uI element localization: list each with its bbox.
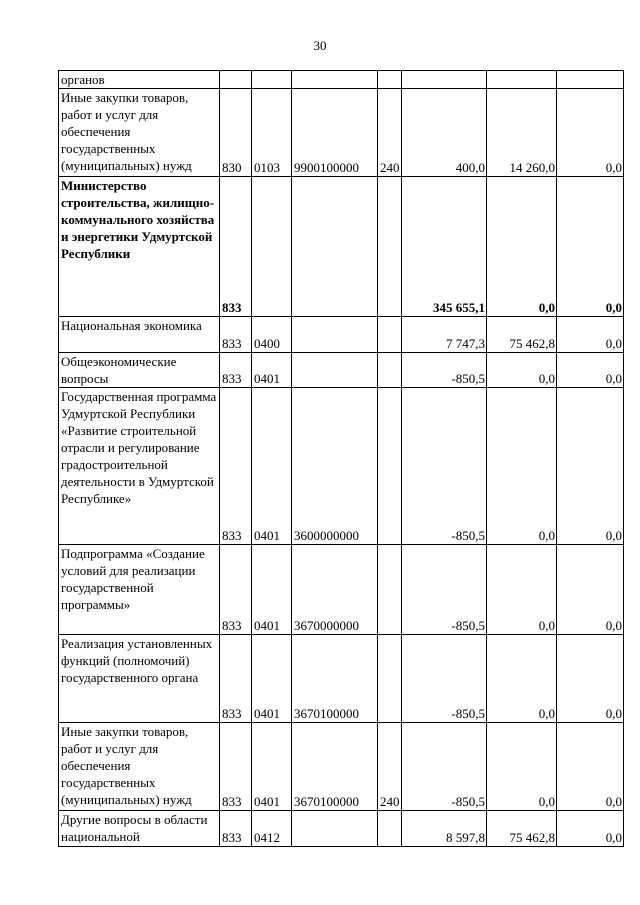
table-row	[59, 177, 624, 317]
section-code	[252, 71, 292, 89]
admin-code: 833	[220, 635, 252, 723]
sum-1: -850,5	[402, 545, 487, 635]
admin-code: 833	[220, 545, 252, 635]
table-row	[59, 811, 624, 847]
section-code	[252, 177, 292, 317]
row-name: Реализация установленных функций (полномочий) государственного органа	[59, 635, 220, 723]
section-code: 0401	[252, 388, 292, 545]
sum-1: 7 747,3	[402, 317, 487, 353]
target-code	[292, 177, 378, 317]
type-code: 240	[378, 723, 402, 811]
table-row	[59, 71, 624, 89]
type-code	[378, 353, 402, 388]
row-name: Подпрограмма «Создание условий для реализации государственной программы»	[59, 545, 220, 635]
admin-code	[220, 71, 252, 89]
type-code: 240	[378, 89, 402, 177]
admin-code: 833	[220, 177, 252, 317]
row-name: органов	[59, 71, 220, 89]
sum-1: 400,0	[402, 89, 487, 177]
sum-3: 0,0	[557, 177, 624, 317]
target-code: 3600000000	[292, 388, 378, 545]
sum-1: -850,5	[402, 723, 487, 811]
target-code: 3670100000	[292, 635, 378, 723]
sum-2: 0,0	[487, 723, 557, 811]
admin-code: 830	[220, 89, 252, 177]
sum-3: 0,0	[557, 723, 624, 811]
sum-2: 75 462,8	[487, 811, 557, 847]
section-code: 0401	[252, 723, 292, 811]
type-code	[378, 635, 402, 723]
admin-code: 833	[220, 811, 252, 847]
target-code: 3670000000	[292, 545, 378, 635]
row-name: Иные закупки товаров, работ и услуг для обеспечения государственных (муниципальных) нужд	[59, 89, 220, 177]
sum-2: 0,0	[487, 635, 557, 723]
admin-code: 833	[220, 317, 252, 353]
row-name: Иные закупки товаров, работ и услуг для обеспечения государственных (муниципальных) нужд	[59, 723, 220, 811]
sum-3: 0,0	[557, 89, 624, 177]
sum-3: 0,0	[557, 388, 624, 545]
sum-3: 0,0	[557, 811, 624, 847]
sum-3: 0,0	[557, 545, 624, 635]
sum-2	[487, 71, 557, 89]
table-row	[59, 545, 624, 635]
admin-code: 833	[220, 723, 252, 811]
row-name: Общеэкономические вопросы	[59, 353, 220, 388]
sum-3: 0,0	[557, 317, 624, 353]
table-row	[59, 89, 624, 177]
section-code: 0400	[252, 317, 292, 353]
sum-2: 14 260,0	[487, 89, 557, 177]
sum-2: 0,0	[487, 545, 557, 635]
row-name: Другие вопросы в области национальной	[59, 811, 220, 847]
type-code	[378, 317, 402, 353]
table-row	[59, 388, 624, 545]
type-code	[378, 71, 402, 89]
section-code: 0401	[252, 353, 292, 388]
type-code	[378, 177, 402, 317]
page-number: 30	[313, 38, 327, 53]
sum-1: -850,5	[402, 388, 487, 545]
target-code	[292, 71, 378, 89]
table-row	[59, 723, 624, 811]
type-code	[378, 388, 402, 545]
section-code: 0401	[252, 635, 292, 723]
sum-1: -850,5	[402, 353, 487, 388]
type-code	[378, 545, 402, 635]
sum-2: 0,0	[487, 177, 557, 317]
sum-2: 0,0	[487, 353, 557, 388]
target-code: 9900100000	[292, 89, 378, 177]
section-code: 0103	[252, 89, 292, 177]
section-code: 0401	[252, 545, 292, 635]
sum-1: 8 597,8	[402, 811, 487, 847]
sum-1	[402, 71, 487, 89]
sum-3: 0,0	[557, 635, 624, 723]
type-code	[378, 811, 402, 847]
section-code: 0412	[252, 811, 292, 847]
table-row	[59, 317, 624, 353]
admin-code: 833	[220, 353, 252, 388]
target-code: 3670100000	[292, 723, 378, 811]
target-code	[292, 811, 378, 847]
budget-table	[58, 70, 624, 847]
table-row	[59, 635, 624, 723]
sum-2: 0,0	[487, 388, 557, 545]
target-code	[292, 317, 378, 353]
row-name: Национальная экономика	[59, 317, 220, 353]
table-row	[59, 353, 624, 388]
sum-3	[557, 71, 624, 89]
table-body	[59, 71, 624, 847]
sum-2: 75 462,8	[487, 317, 557, 353]
target-code	[292, 353, 378, 388]
admin-code: 833	[220, 388, 252, 545]
row-name: Министерство строительства, жилищно-коммунального хозяйства и энергетики Удмуртской Республики	[59, 177, 220, 317]
sum-1: 345 655,1	[402, 177, 487, 317]
sum-3: 0,0	[557, 353, 624, 388]
row-name: Государственная программа Удмуртской Республики «Развитие строительной отрасли и регулирование градостроительной деятельности в Удмуртской Республике»	[59, 388, 220, 545]
sum-1: -850,5	[402, 635, 487, 723]
